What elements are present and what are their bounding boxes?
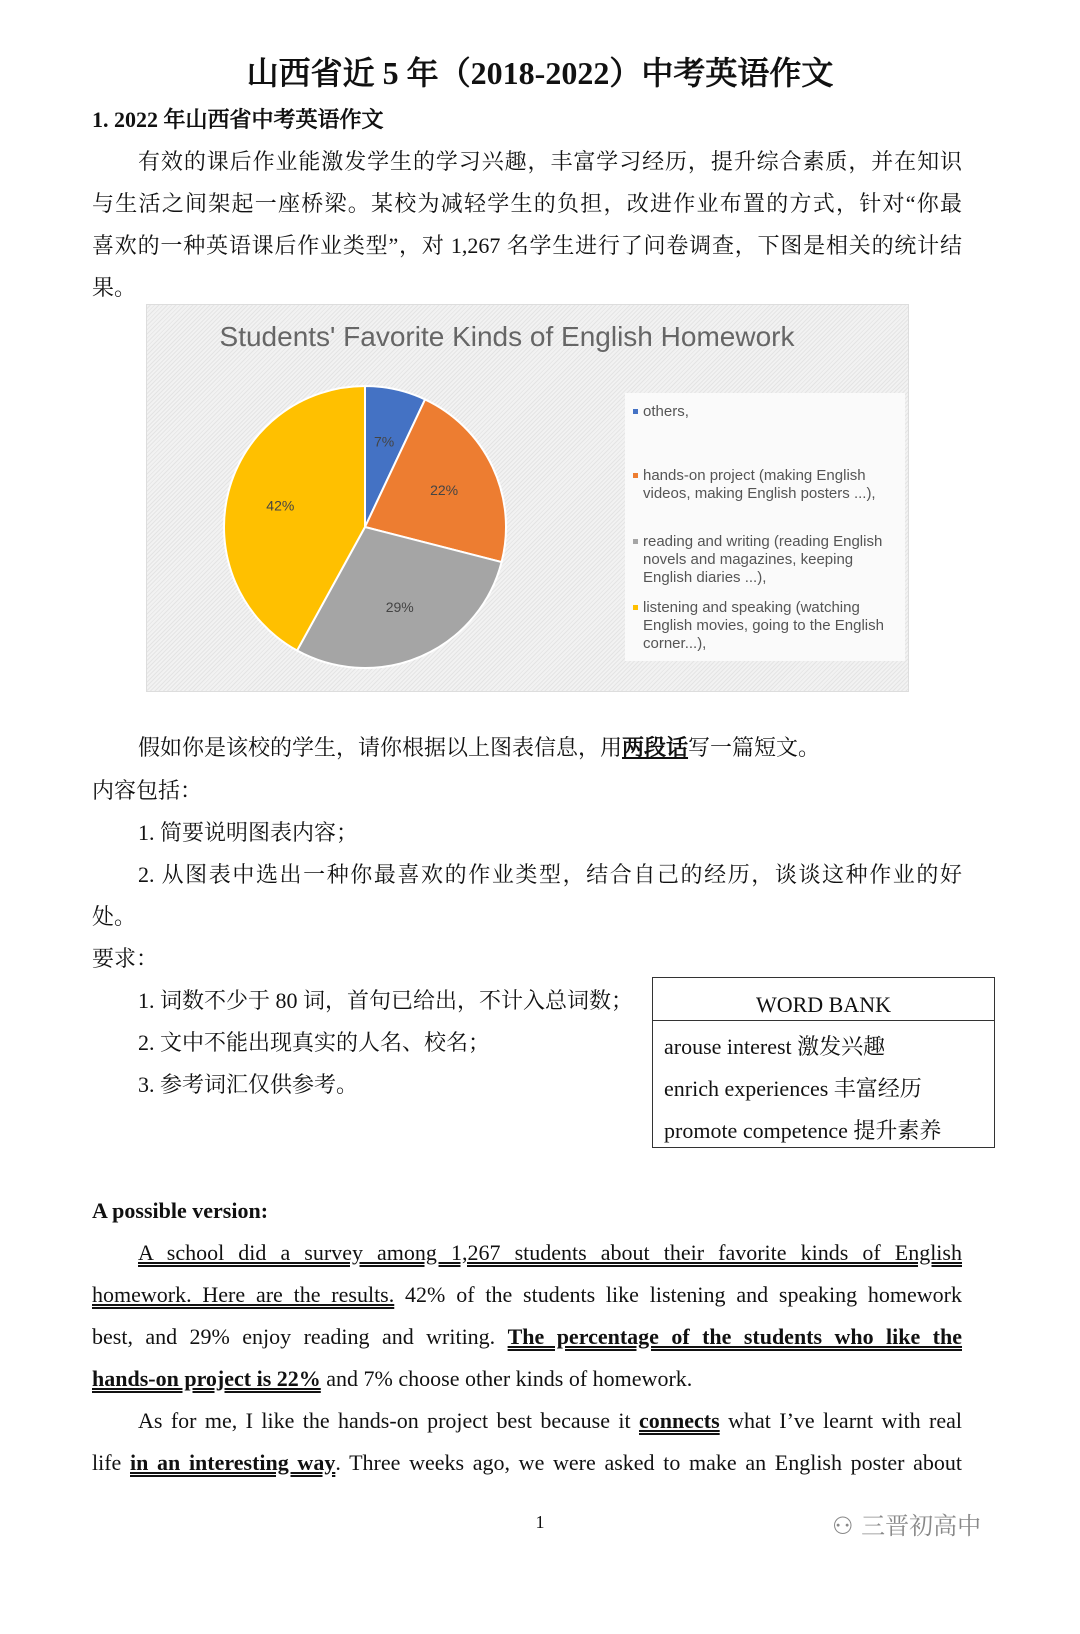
requirement-item: 1. 词数不少于 80 词，首句已给出，不计入总词数； xyxy=(138,988,634,1013)
content-item: 2. 从图表中选出一种你最喜欢的作业类型，结合自己的经历，谈谈这种作业的好 xyxy=(138,862,962,887)
answer-heading: A possible version: xyxy=(92,1198,269,1223)
answer-line: A school did a survey among 1,267 students about their favorite kinds of English xyxy=(138,1240,962,1265)
pie-plot xyxy=(207,375,607,695)
answer-line: best, and 29% enjoy reading and writing. The percentage of the students who like the xyxy=(92,1324,962,1349)
intro-line: 喜欢的一种英语课后作业类型”，对 1,267 名学生进行了问卷调查，下图是相关的统计结 xyxy=(92,233,962,258)
legend-item-listening-speaking: listening and speaking (watching English movies, going to the English corner...), xyxy=(643,599,901,653)
word-bank-item: arouse interest 激发兴趣 xyxy=(664,1034,886,1059)
content-item: 1. 简要说明图表内容； xyxy=(138,820,359,845)
chart-title: Students' Favorite Kinds of English Homework xyxy=(219,321,795,352)
pie-data-label: 7% xyxy=(373,433,395,450)
answer-line: hands-on project is 22% and 7% choose other kinds of homework. xyxy=(92,1366,693,1391)
answer-line: homework. Here are the results. 42% of the students like listening and speaking homework xyxy=(92,1282,962,1307)
content-label: 内容包括： xyxy=(92,778,203,803)
requirement-item: 3. 参考词汇仅供参考。 xyxy=(138,1072,359,1097)
legend-item-hands-on: hands-on project (making English videos, making English posters ...), xyxy=(643,467,901,503)
requirements-label: 要求： xyxy=(92,946,159,971)
legend-swatch xyxy=(633,473,638,478)
wechat-icon: ⚇ xyxy=(832,1512,862,1540)
requirement-item: 2. 文中不能出现真实的人名、校名； xyxy=(138,1030,491,1055)
intro-line: 与生活之间架起一座桥梁。某校为减轻学生的负担，改进作业布置的方式，针对“你最 xyxy=(92,191,962,216)
page-number: 1 xyxy=(535,1512,545,1532)
chart-legend xyxy=(625,393,905,661)
pie-data-label: 42% xyxy=(266,497,295,514)
intro-line: 果。 xyxy=(92,275,137,300)
page-title: 山西省近 5 年（2018-2022）中考英语作文 xyxy=(246,55,834,91)
answer-line: As for me, I like the hands-on project best because it connects what I’ve learnt with real xyxy=(138,1408,963,1433)
pie-data-label: 29% xyxy=(385,599,414,616)
legend-swatch xyxy=(633,605,638,610)
watermark: ⚇ 三晋初高中 xyxy=(832,1512,982,1540)
pie-chart xyxy=(146,304,909,692)
legend-item-others: others, xyxy=(643,403,901,421)
legend-swatch xyxy=(633,409,638,414)
section-heading: 1. 2022 年山西省中考英语作文 xyxy=(92,107,384,132)
content-item: 处。 xyxy=(92,904,137,929)
word-bank-title: WORD BANK xyxy=(653,978,994,1021)
task-instruction: 假如你是该校的学生，请你根据以上图表信息，用两段话写一篇短文。 xyxy=(138,735,821,760)
legend-swatch xyxy=(633,539,638,544)
intro-line: 有效的课后作业能激发学生的学习兴趣，丰富学习经历，提升综合素质，并在知识 xyxy=(138,149,962,174)
word-bank-item: promote competence 提升素养 xyxy=(664,1118,942,1143)
legend-item-reading-writing: reading and writing (reading English novels and magazines, keeping English diaries ...), xyxy=(643,533,901,587)
answer-line: life in an interesting way. Three weeks ago, we were asked to make an English poster about xyxy=(92,1450,962,1475)
word-bank-item: enrich experiences 丰富经历 xyxy=(664,1076,922,1101)
word-bank-box xyxy=(652,977,995,1148)
pie-data-label: 22% xyxy=(430,481,459,498)
